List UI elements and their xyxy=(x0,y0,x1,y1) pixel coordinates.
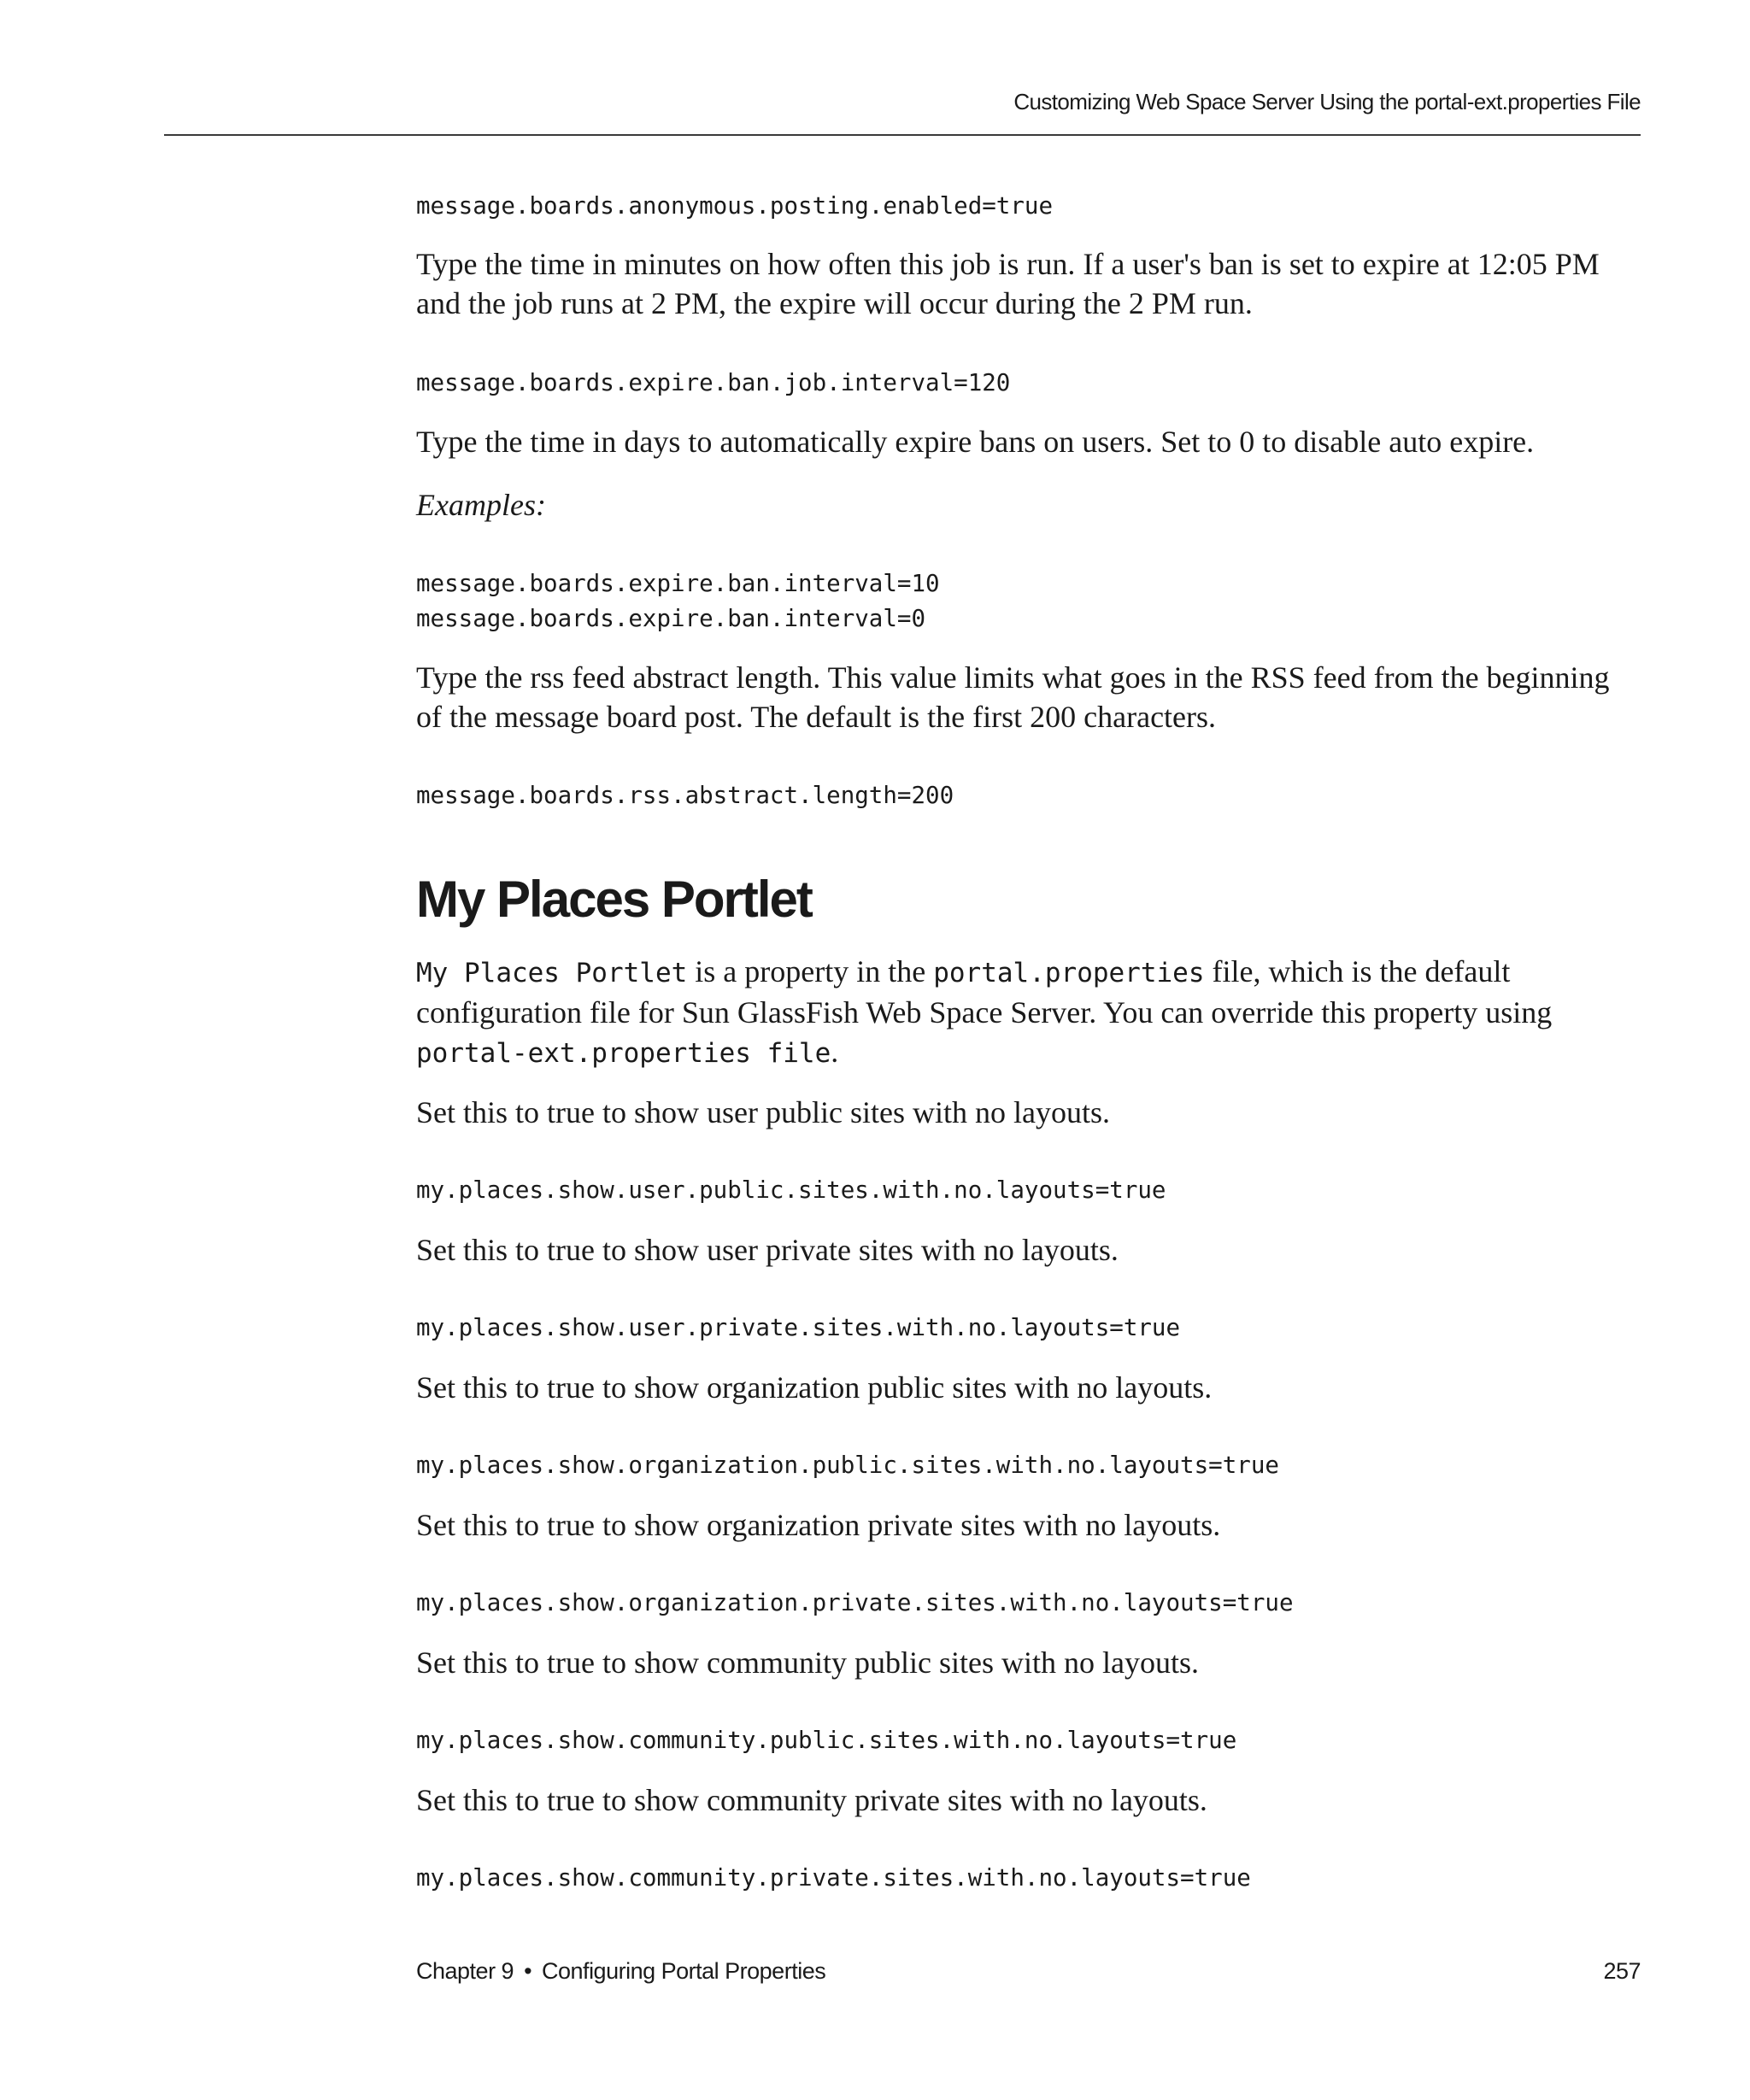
paragraph-expire-bans: Type the time in days to automatically expire bans on users. Set to 0 to disable auto expire. xyxy=(416,425,1535,459)
footer-bullet: • xyxy=(524,1958,532,1984)
code-anonymous-posting: message.boards.anonymous.posting.enabled=true xyxy=(416,192,1054,220)
item-code: my.places.show.community.public.sites.with.no.layouts=true xyxy=(416,1727,1237,1754)
intro-text-2: file, which is the default configuration file for Sun GlassFish Web Space Server. You can override this property using xyxy=(416,954,1553,1029)
footer-chapter xyxy=(416,1958,825,1985)
item-description: Set this to true to show community public sites with no layouts. xyxy=(416,1645,1199,1680)
item-description: Set this to true to show user public sites with no layouts. xyxy=(416,1095,1110,1129)
item-code: my.places.show.user.public.sites.with.no.layouts=true xyxy=(416,1176,1166,1204)
code-rss: message.boards.rss.abstract.length=200 xyxy=(416,782,954,809)
item-description: Set this to true to show user private sites with no layouts. xyxy=(416,1233,1119,1267)
code-expire-interval-0: message.boards.expire.ban.interval=0 xyxy=(416,605,926,632)
intro-code-ext-file: portal-ext.properties file xyxy=(416,1038,831,1069)
item-description: Set this to true to show organization private sites with no layouts. xyxy=(416,1508,1221,1542)
paragraph-job-interval: Type the time in minutes on how often this job is run. If a user's ban is set to expire at 12:05 PM and the job runs at 2 PM, the expire will occur during the 2 PM run. xyxy=(416,247,1600,320)
section-intro xyxy=(416,952,1641,1073)
footer-chapter-number: Chapter 9 xyxy=(416,1958,514,1984)
code-expire-interval-10: message.boards.expire.ban.interval=10 xyxy=(416,570,940,597)
examples-label: Examples: xyxy=(416,488,546,522)
item-code: my.places.show.organization.public.sites.with.no.layouts=true xyxy=(416,1452,1279,1479)
item-code: my.places.show.organization.private.sites.with.no.layouts=true xyxy=(416,1589,1294,1616)
section-heading: My Places Portlet xyxy=(416,871,812,928)
header-rule xyxy=(164,134,1641,136)
intro-code-file: portal.properties xyxy=(933,958,1205,988)
intro-text-3: . xyxy=(831,1035,839,1069)
intro-text-1: is a property in the xyxy=(687,954,934,988)
intro-code-name: My Places Portlet xyxy=(416,958,688,988)
item-code: my.places.show.community.private.sites.with.no.layouts=true xyxy=(416,1864,1251,1892)
item-description: Set this to true to show community private sites with no layouts. xyxy=(416,1783,1207,1817)
footer-chapter-title: Configuring Portal Properties xyxy=(542,1958,826,1984)
paragraph-rss: Type the rss feed abstract length. This value limits what goes in the RSS feed from the beginning of the message board post. The default is the first 200 characters. xyxy=(416,660,1610,734)
code-job-interval: message.boards.expire.ban.job.interval=120 xyxy=(416,369,1011,396)
running-header: Customizing Web Space Server Using the portal-ext.properties File xyxy=(1013,89,1641,114)
page-number: 257 xyxy=(1603,1958,1641,1984)
item-code: my.places.show.user.private.sites.with.no.layouts=true xyxy=(416,1314,1181,1341)
item-description: Set this to true to show organization public sites with no layouts. xyxy=(416,1370,1213,1405)
